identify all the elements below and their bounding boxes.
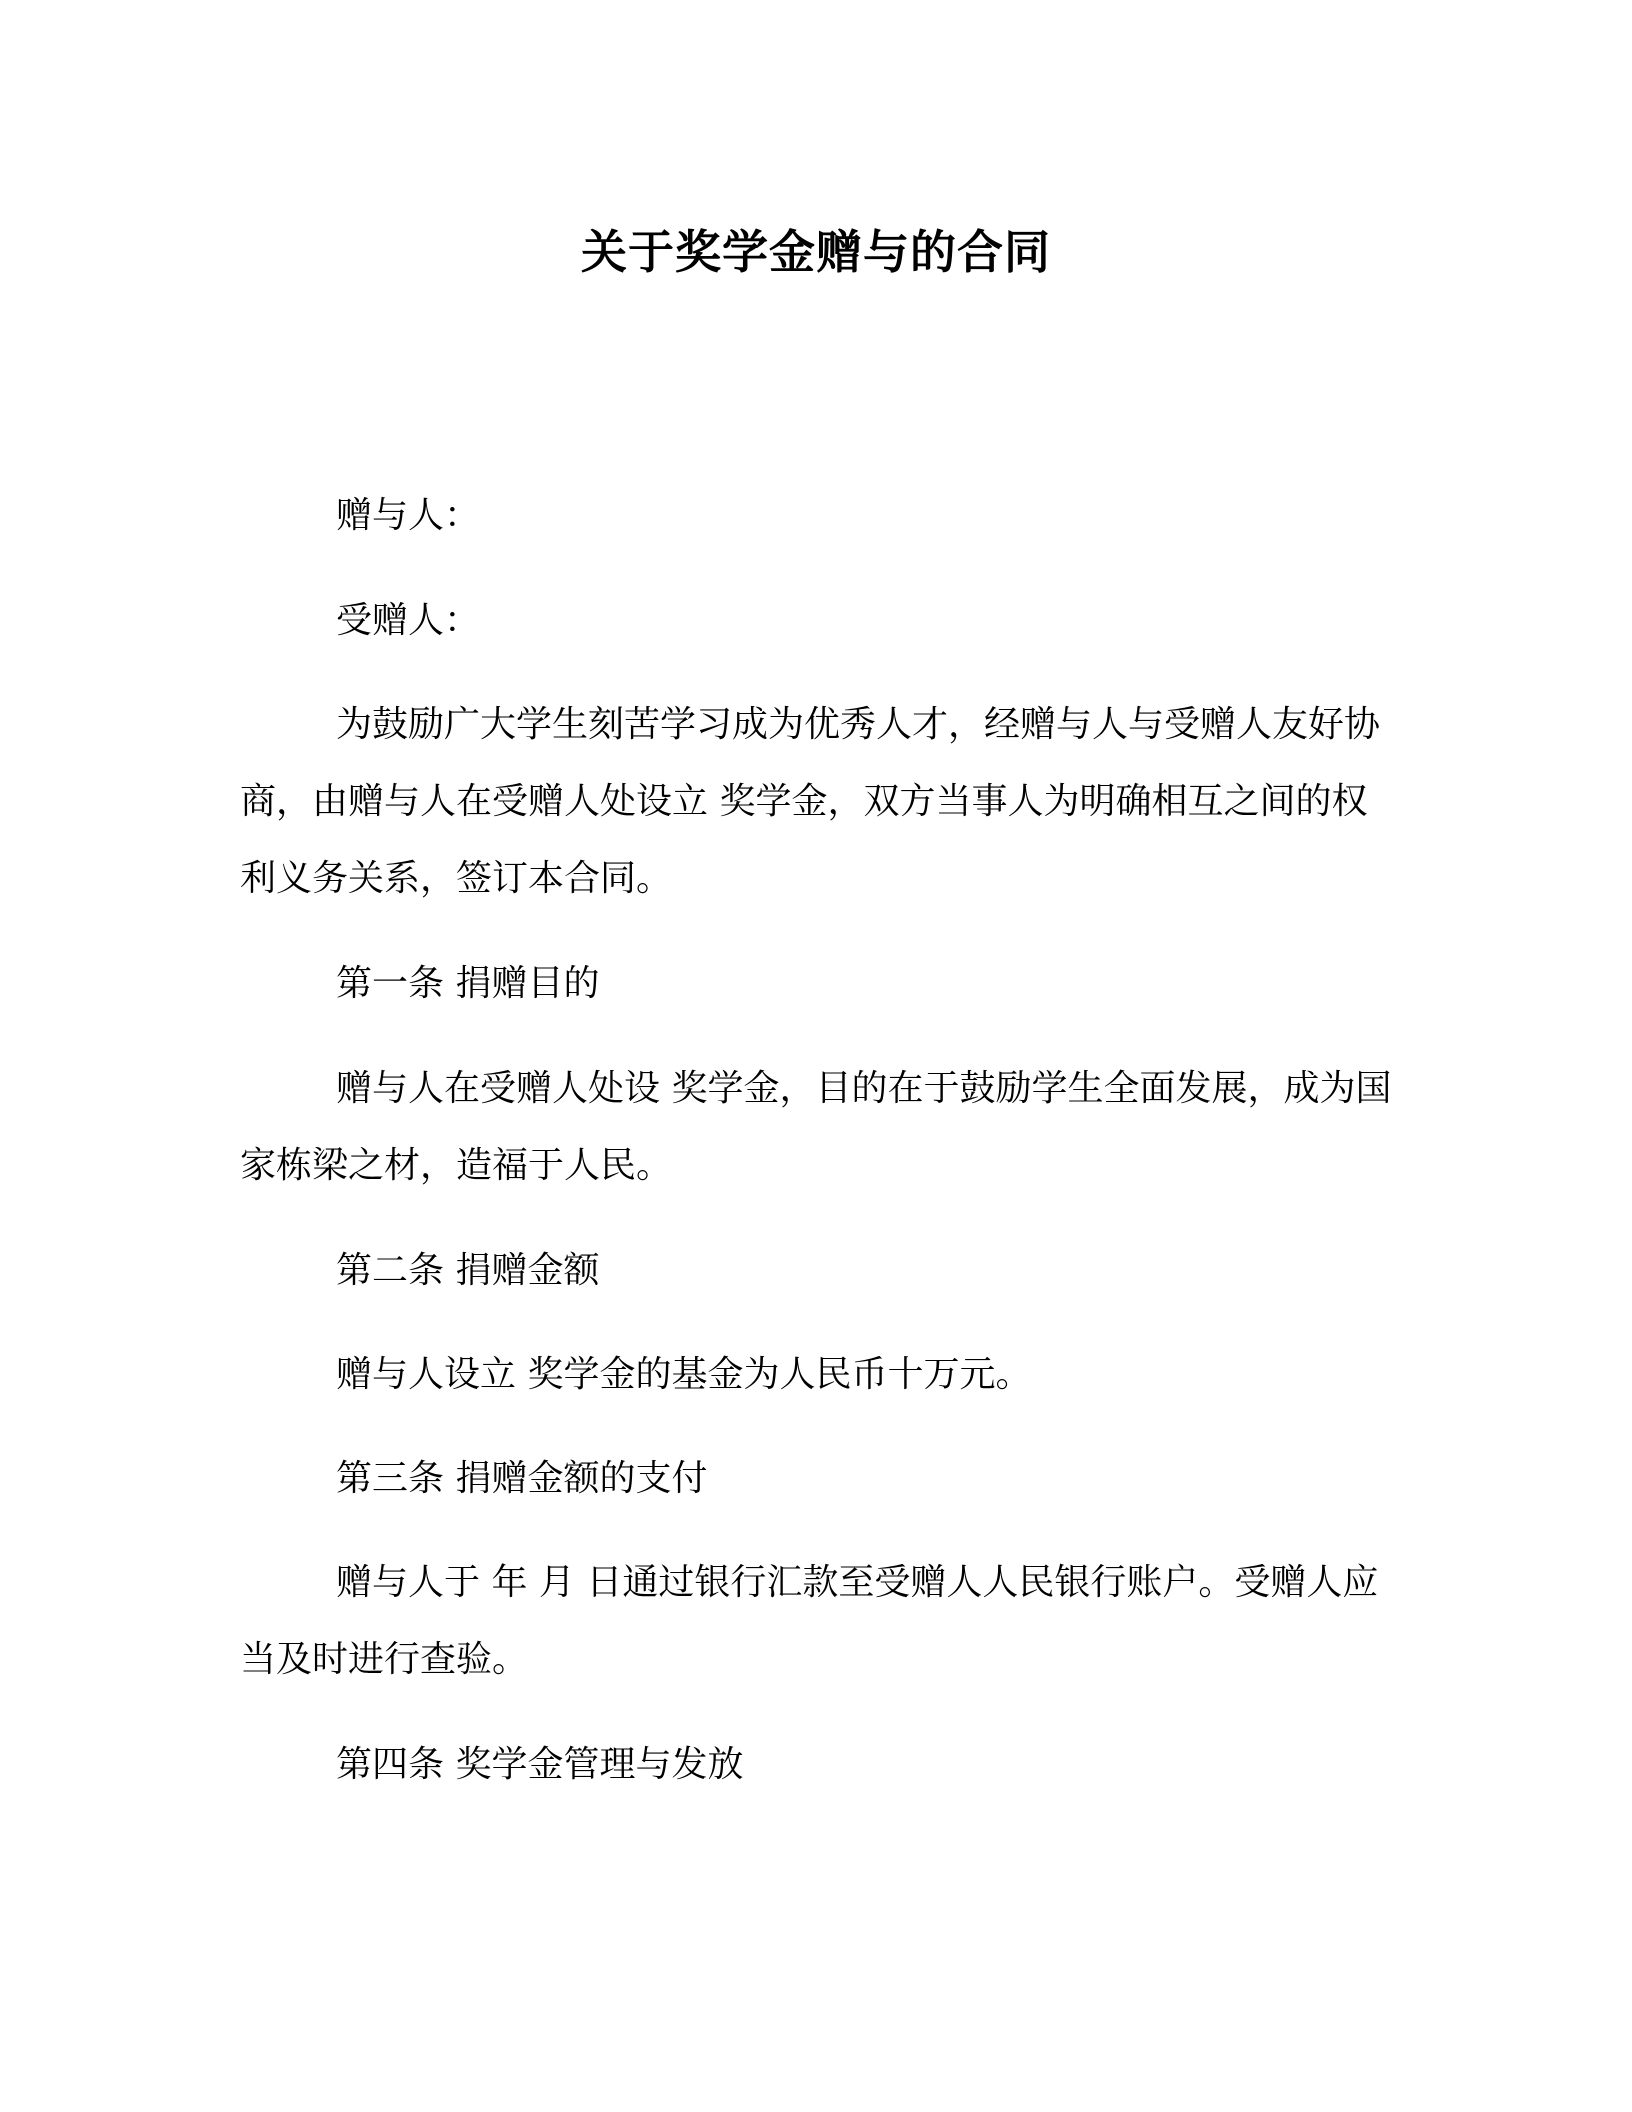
- article1-text: 赠与人在受赠人处设 奖学金，目的在于鼓励学生全面发展，成为国家栋梁之材，造福于人民。: [240, 1068, 1392, 1186]
- article1-heading: 第一条 捐赠目的: [336, 963, 600, 1004]
- donor-label: 赠与人：: [336, 495, 481, 536]
- article2-heading: 第二条 捐赠金额: [336, 1250, 600, 1291]
- article4-heading: 第四条 奖学金管理与发放: [336, 1744, 744, 1785]
- article2-text: 赠与人设立 奖学金的基金为人民币十万元。: [336, 1354, 1032, 1395]
- recipient-label: 受赠人：: [336, 600, 481, 641]
- article3-heading: 第三条 捐赠金额的支付: [336, 1458, 708, 1499]
- article3-text: 赠与人于 年 月 日通过银行汇款至受赠人人民银行账户。受赠人应当及时进行查验。: [240, 1562, 1379, 1680]
- preamble-paragraph: 为鼓励广大学生刻苦学习成为优秀人才，经赠与人与受赠人友好协商，由赠与人在受赠人处设立 奖学金，双方当事人为明确相互之间的权利义务关系，签订本合同。: [240, 704, 1381, 899]
- document-title: 关于奖学金赠与的合同: [581, 225, 1051, 279]
